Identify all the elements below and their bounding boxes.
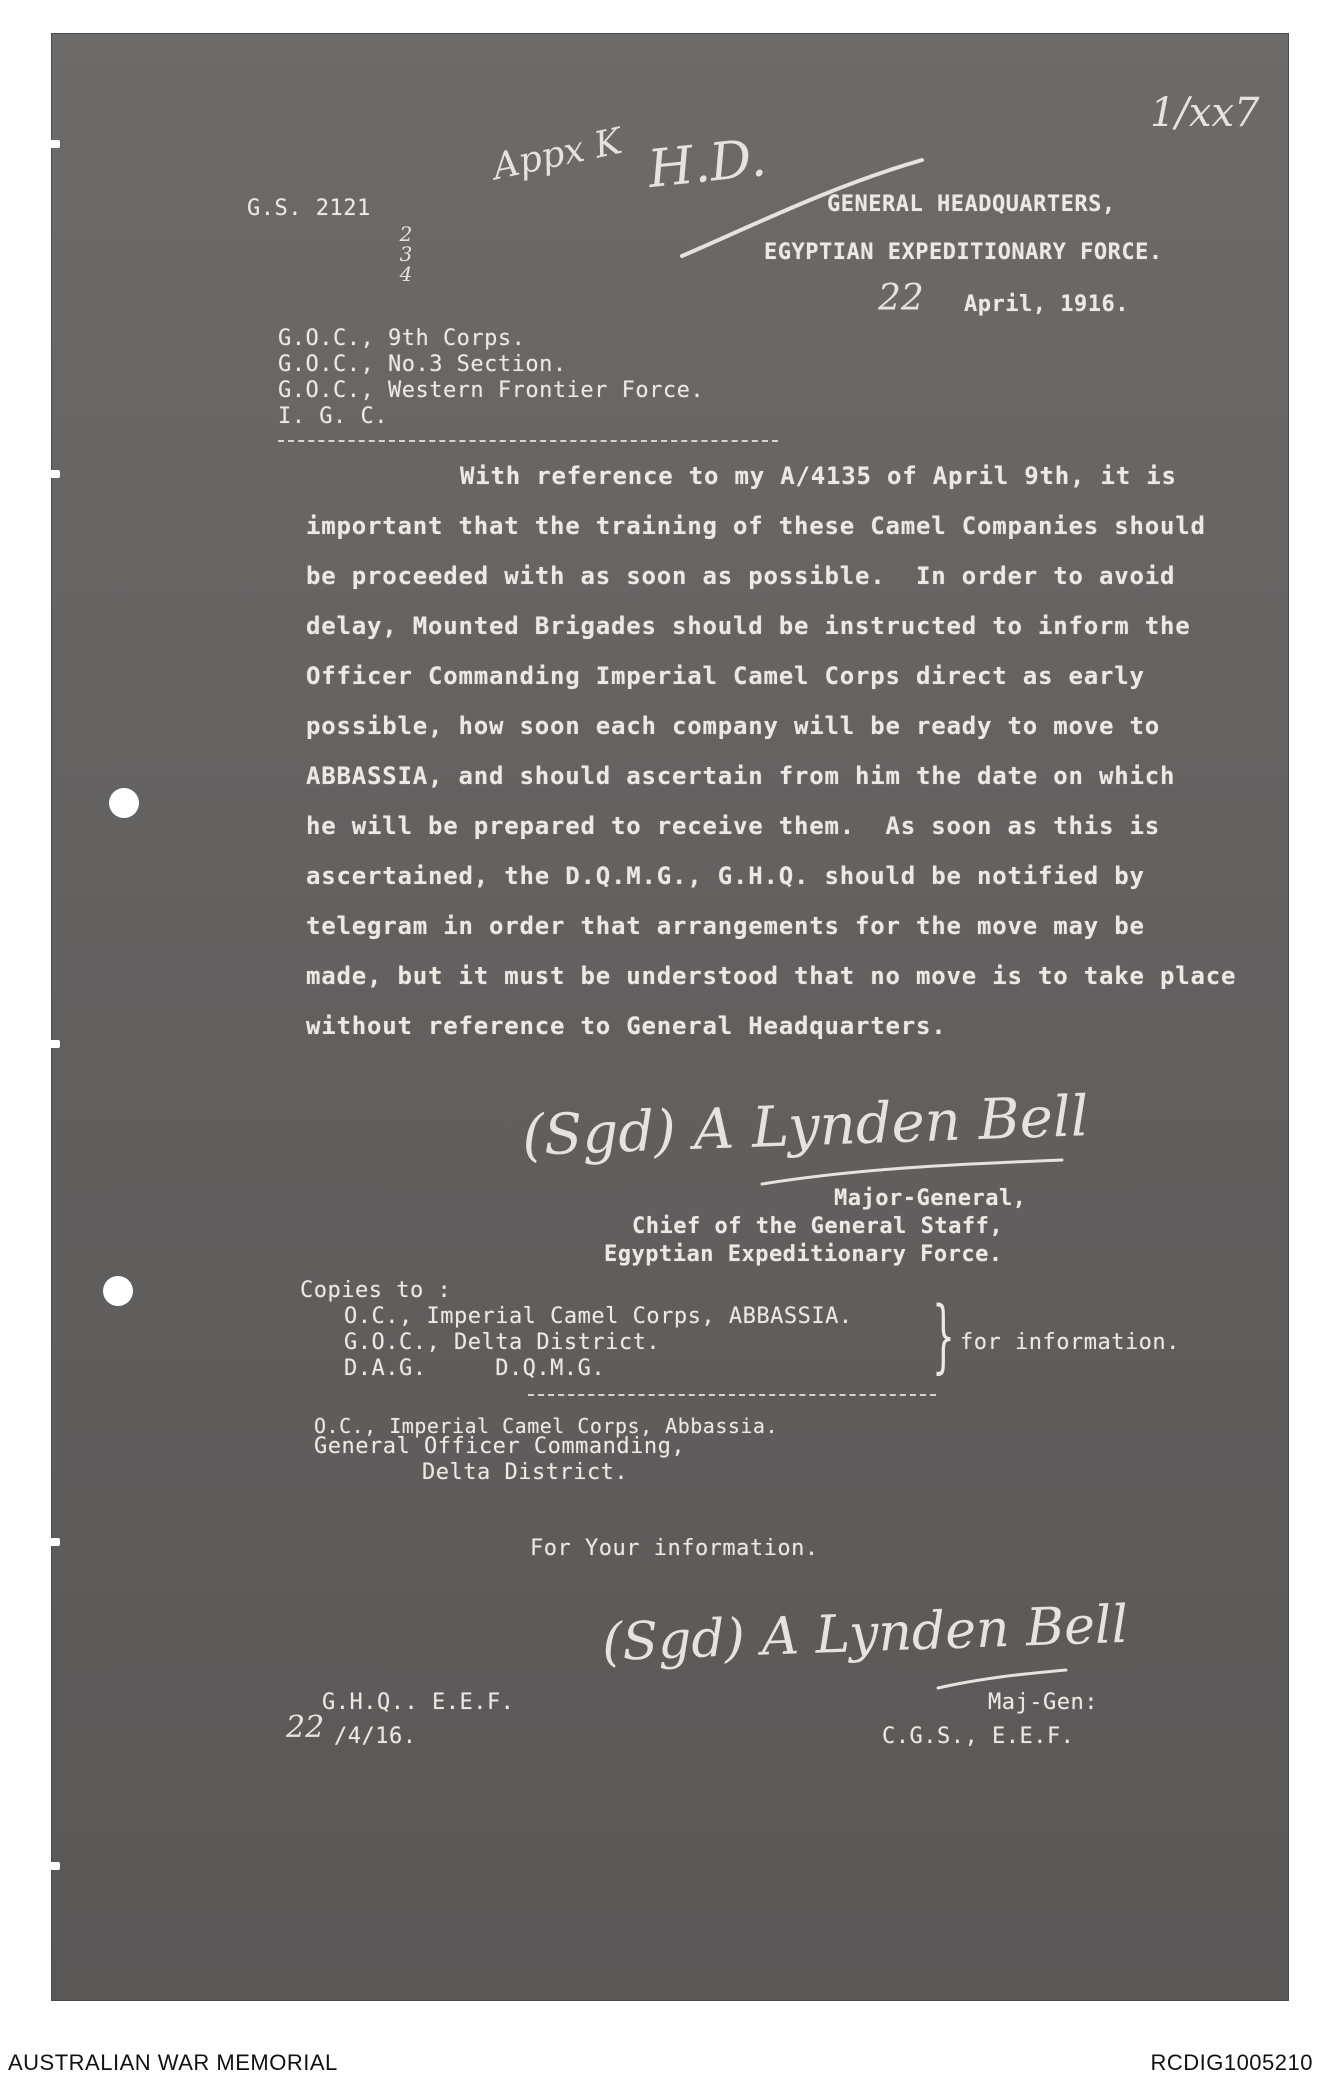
header-line-1: GENERAL HEADQUARTERS,: [827, 192, 1116, 217]
copies-line: O.C., Imperial Camel Corps, ABBASSIA.: [344, 1304, 853, 1329]
signatory-force: Egyptian Expeditionary Force.: [604, 1242, 1003, 1267]
copies-line: D.A.G. D.Q.M.G.: [344, 1356, 606, 1381]
addressee-line: G.O.C., No.3 Section.: [278, 352, 567, 377]
date-typed: April, 1916.: [964, 292, 1129, 317]
bottom-left-date-rest: /4/16.: [334, 1724, 417, 1749]
edge-notch: [48, 470, 60, 478]
addressee-line: G.O.C., Western Frontier Force.: [278, 378, 705, 403]
header-line-2: EGYPTIAN EXPEDITIONARY FORCE.: [764, 240, 1163, 265]
addressee-rule: [278, 440, 778, 442]
punch-hole-upper: [109, 788, 139, 818]
second-address-line: Delta District.: [422, 1460, 629, 1485]
edge-notch: [48, 1040, 60, 1048]
document-page: [52, 34, 1288, 2000]
body-line: possible, how soon each company will be ready to move to: [306, 712, 1160, 740]
annotation-hd: H.D.: [645, 127, 770, 201]
addressee-line: G.O.C., 9th Corps.: [278, 326, 526, 351]
edge-notch: [48, 1538, 60, 1546]
body-line: made, but it must be understood that no move is to take place: [306, 962, 1237, 990]
file-reference: G.S. 2121: [247, 196, 371, 221]
second-address-line: General Officer Commanding,: [314, 1434, 686, 1459]
footer-record-id: RCDIG1005210: [1150, 2050, 1313, 2075]
annotation-appx: Appx K: [489, 120, 626, 189]
edge-notch: [48, 1862, 60, 1870]
bottom-left-office: G.H.Q.. E.E.F.: [322, 1690, 515, 1715]
addressee-line: I. G. C.: [278, 404, 388, 429]
body-line: ABBASSIA, and should ascertain from him the date on which: [306, 762, 1176, 790]
second-address-line: O.C., Imperial Camel Corps, Abbassia.: [314, 1414, 779, 1438]
signatory-rank: Major-General,: [834, 1186, 1027, 1211]
edge-notch: [48, 140, 60, 148]
copies-brace: }: [931, 1289, 955, 1382]
signatory-title: Chief of the General Staff,: [632, 1214, 1004, 1239]
file-reference-suffix: 234: [394, 222, 418, 282]
body-line: telegram in order that arrangements for the move may be: [306, 912, 1145, 940]
signature-secondary: (Sgd) A Lynden Bell: [601, 1594, 1130, 1674]
signature-primary: (Sgd) A Lynden Bell: [521, 1084, 1090, 1169]
margin-mark: 1/xx7: [1150, 90, 1260, 136]
date-day-handwritten: 22: [878, 278, 924, 319]
for-information: For Your information.: [530, 1536, 819, 1561]
copies-rule: [528, 1394, 936, 1396]
body-line: delay, Mounted Brigades should be instructed to inform the: [306, 612, 1191, 640]
footer-archive-name: AUSTRALIAN WAR MEMORIAL: [8, 2050, 338, 2075]
body-line: Officer Commanding Imperial Camel Corps direct as early: [306, 662, 1145, 690]
body-line: With reference to my A/4135 of April 9th, it is: [460, 462, 1177, 490]
body-line: be proceeded with as soon as possible. In order to avoid: [306, 562, 1176, 590]
copies-note: for information.: [960, 1330, 1180, 1355]
body-line: ascertained, the D.Q.M.G., G.H.Q. should be notified by: [306, 862, 1145, 890]
copies-label: Copies to :: [300, 1278, 452, 1303]
body-line: without reference to General Headquarters.: [306, 1012, 947, 1040]
bottom-right-office: C.G.S., E.E.F.: [882, 1724, 1075, 1749]
body-line: he will be prepared to receive them. As soon as this is: [306, 812, 1160, 840]
copies-line: G.O.C., Delta District.: [344, 1330, 661, 1355]
bottom-left-date-day: 22: [286, 1710, 325, 1745]
body-line: important that the training of these Camel Companies should: [306, 512, 1206, 540]
punch-hole-lower: [103, 1276, 133, 1306]
bottom-right-rank: Maj-Gen:: [988, 1690, 1098, 1715]
